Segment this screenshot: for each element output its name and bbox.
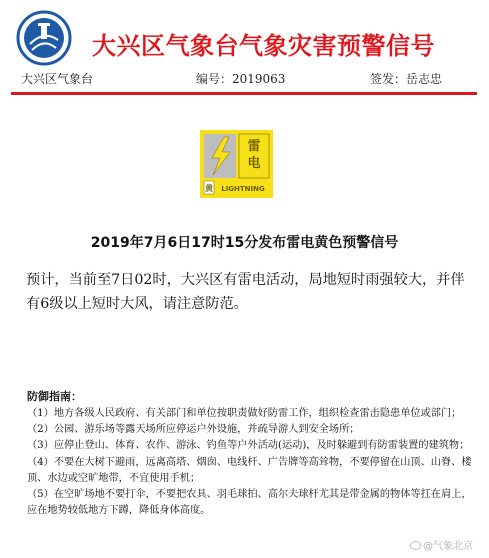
weibo-watermark	[410, 537, 473, 552]
defense-guide-heading: 防御指南：	[27, 390, 82, 403]
watermark-text: @气象北京	[423, 541, 473, 552]
issuing-organization: 大兴区气象台	[21, 72, 94, 86]
lightning-yellow-signal-icon	[200, 130, 273, 198]
warning-headline: 2019年7月6日17时15分发布雷电黄色预警信号	[90, 235, 399, 251]
guide-item: （5）在空旷场地不要打伞，不要把农具、羽毛球拍、高尔夫球杆尤其是带金属的物体等扛在肩上，应在地势较低地方下蹲，降低身体高度。	[27, 489, 472, 517]
document-number: 编号：2019063	[196, 72, 286, 86]
guide-item: （4）不要在大树下避雨，远离高塔、烟囱、电线杆、广告牌等高耸物，不要停留在山顶、山脊、楼顶、水边或空旷地带，不宜使用手机；	[27, 456, 472, 484]
meteorological-logo-icon	[16, 10, 72, 66]
document-title: 大兴区气象台气象灾害预警信号	[92, 32, 435, 60]
signal-label-bottom-cn: 黄	[205, 184, 213, 193]
guide-item: （1）地方各级人民政府、有关部门和单位按职责做好防雷工作，组织检查雷击隐患单位或部门；	[27, 408, 462, 419]
signal-label-top: 雷电	[247, 139, 261, 171]
signer: 签发：岳志忠	[370, 72, 443, 86]
header-divider	[11, 92, 477, 95]
forecast-paragraph: 预计，当前至7日02时，大兴区有雷电活动，局地短时雨强较大，并伴有6级以上短时大风，请注意防范。	[26, 272, 465, 312]
defense-guide-list	[27, 406, 473, 519]
weibo-icon	[410, 541, 421, 550]
signal-label-bottom-en: LIGHTNING	[221, 185, 265, 193]
guide-item: （3）应停止登山、体育、农作、游泳、钓鱼等户外活动(运动)，及时躲避到有防雷装置的建筑物；	[27, 440, 470, 452]
guide-item: （2）公园、游乐场等露天场所应停运户外设施，并疏导游人到安全场所；	[27, 424, 360, 436]
